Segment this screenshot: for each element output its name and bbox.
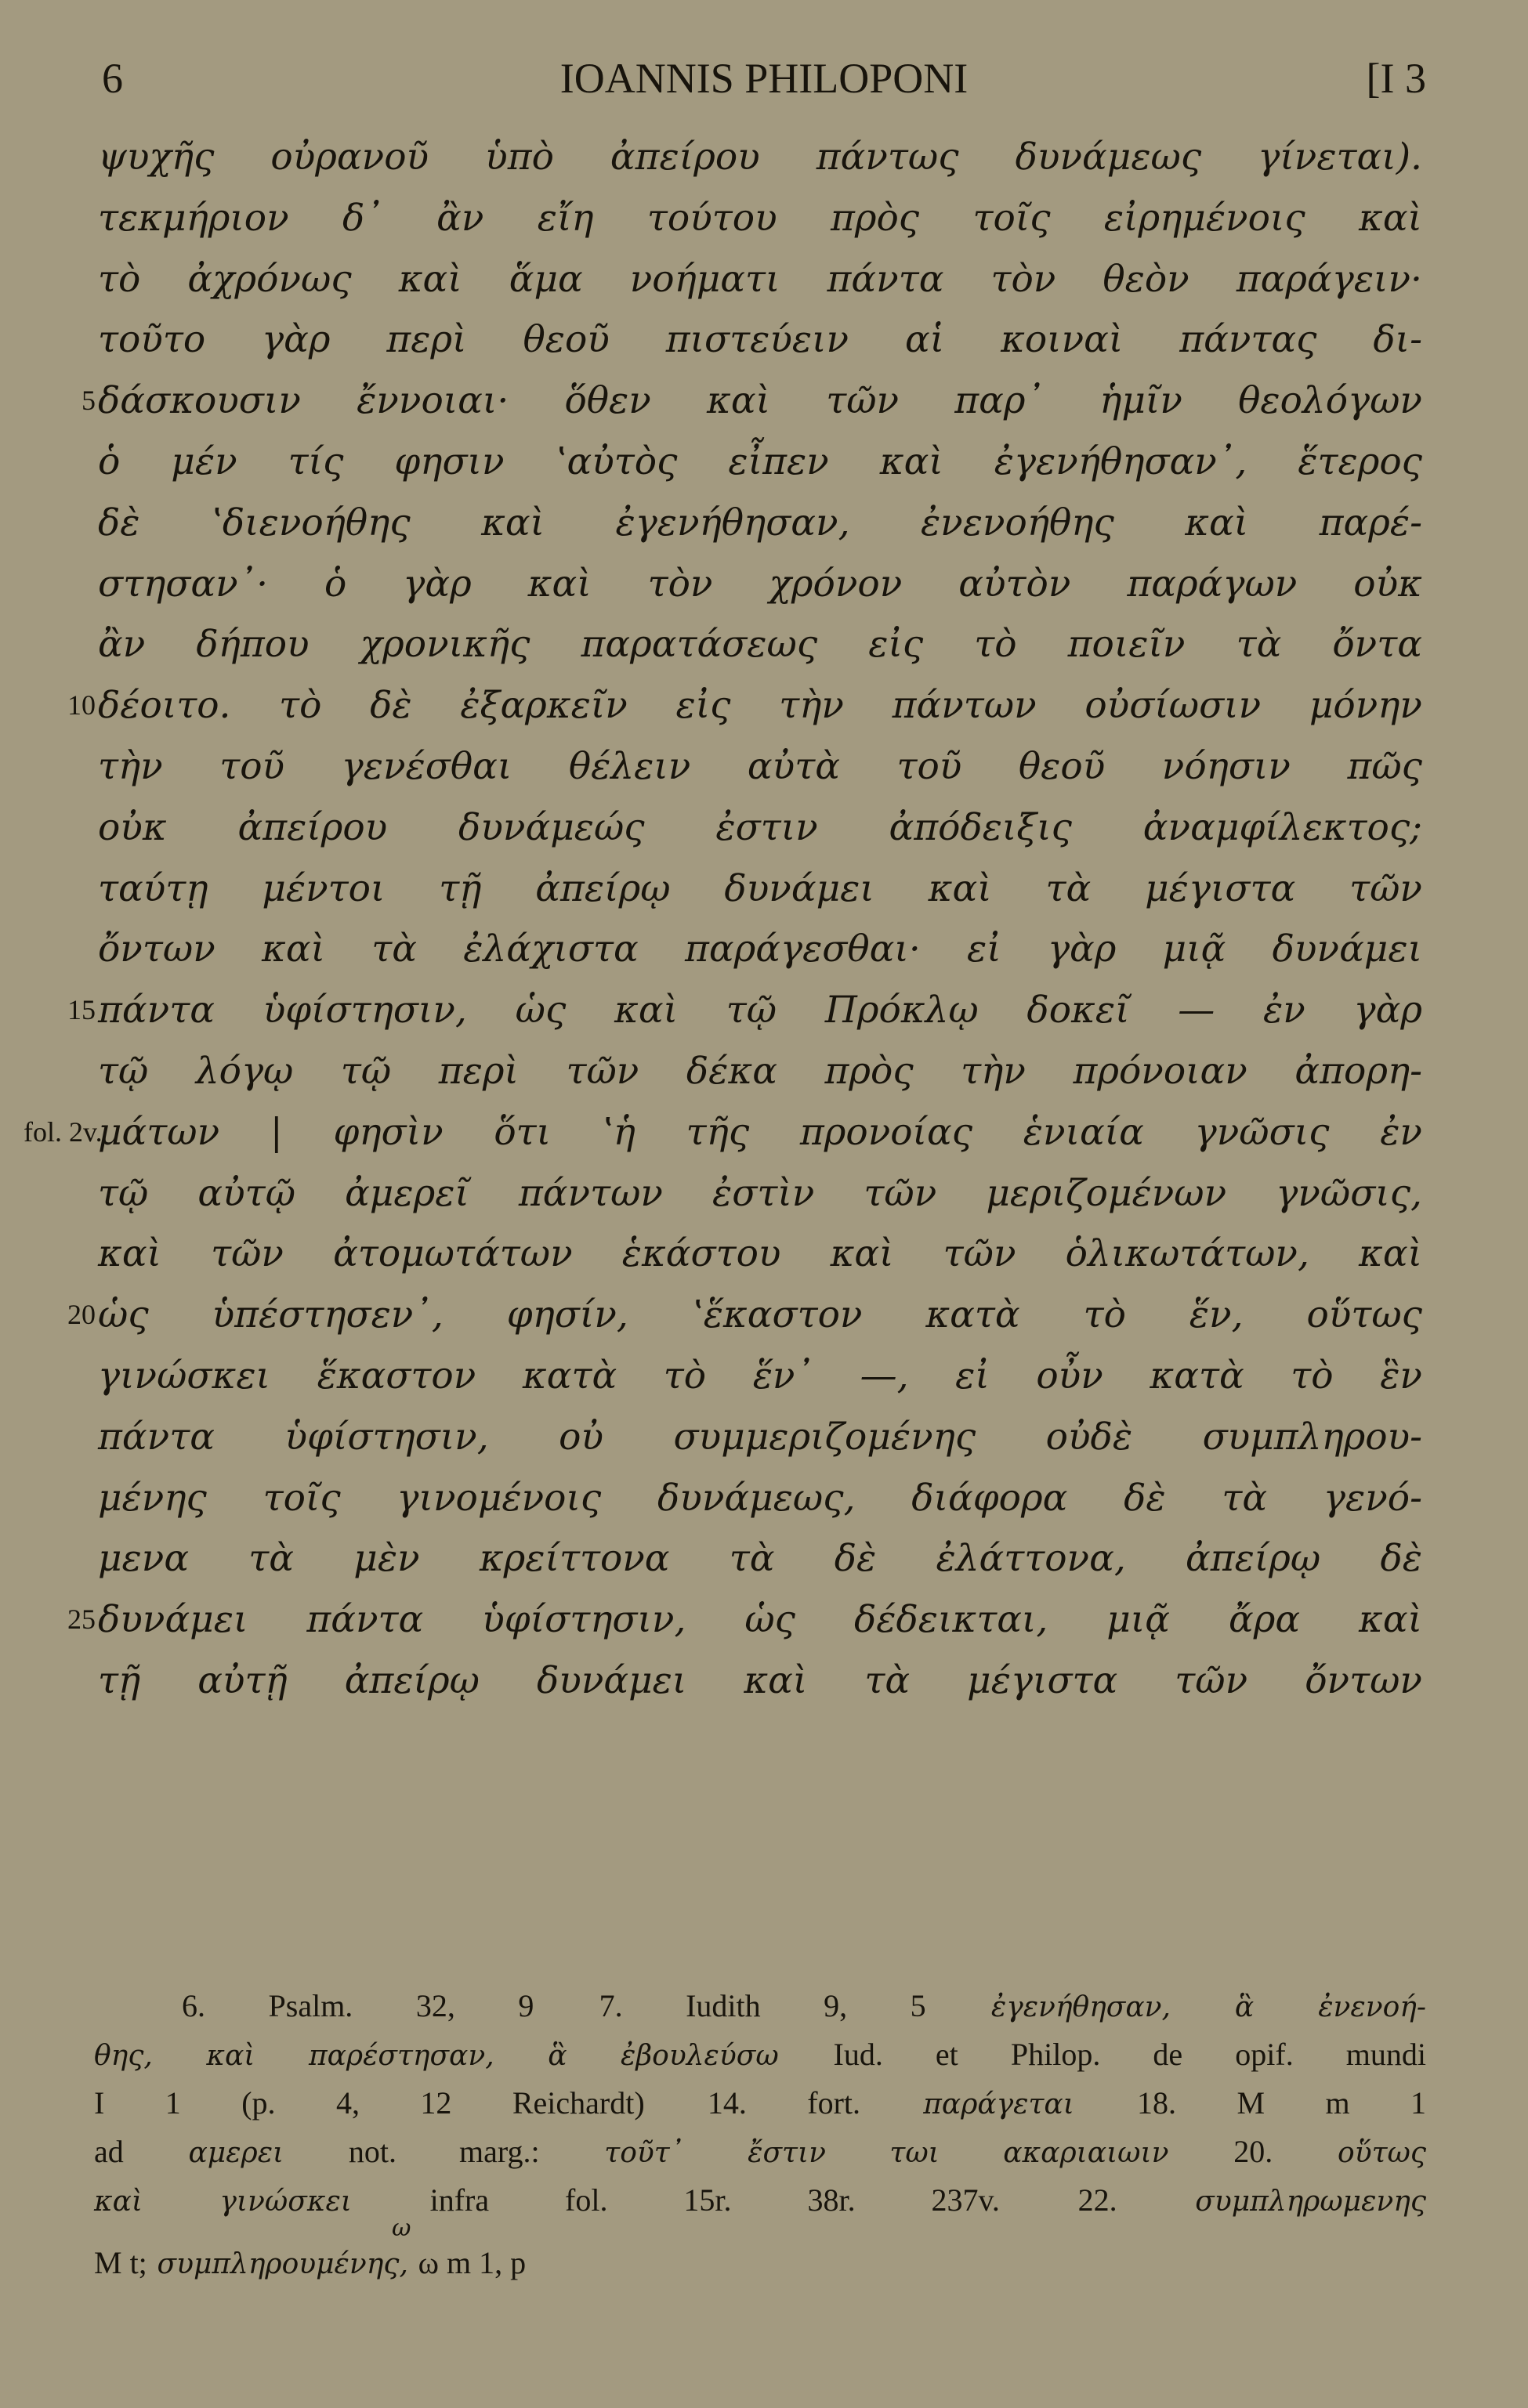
text-line xyxy=(0,1102,1528,1163)
text-line xyxy=(0,919,1528,980)
line-number: 15 xyxy=(67,994,96,1026)
running-title: IOANNIS PHILOPONI xyxy=(559,55,969,102)
text-line xyxy=(0,675,1528,736)
text-line xyxy=(0,1589,1528,1651)
note-line xyxy=(94,1982,1426,2030)
note-greek: καὶ γινώσκει xyxy=(94,2186,352,2218)
line-text: τῷ λόγῳ τῷ περὶ τῶν δέκα πρὸς τὴν πρόνοιαν ἀπορη- xyxy=(98,1049,1422,1093)
text-line xyxy=(0,1468,1528,1529)
line-text: τῇ αὐτῇ ἀπείρῳ δυνάμει καὶ τὰ μέγιστα τῶν ὄντων xyxy=(98,1658,1422,1702)
text-line xyxy=(0,1285,1528,1346)
line-text: ὁ μέν τίς φησιν ʽαὐτὸς εἶπεν καὶ ἐγενήθησαν᾽, ἕτερος xyxy=(98,439,1422,483)
note-line xyxy=(94,2079,1426,2128)
text-line xyxy=(0,371,1528,432)
text-line xyxy=(0,309,1528,371)
page-number: 6 xyxy=(102,55,123,102)
text-line xyxy=(0,1528,1528,1589)
note-ref: 14. fort. xyxy=(707,2085,861,2121)
line-text: τεκμήριον δ᾽ ἂν εἴη τούτου πρὸς τοῖς εἰρημένοις καὶ xyxy=(98,196,1422,240)
line-number: 10 xyxy=(67,689,96,721)
note-ref: 18. M m 1 xyxy=(1137,2085,1427,2121)
line-text: δάσκουσιν ἔννοιαι· ὅθεν καὶ τῶν παρ᾽ ἡμῖν θεολόγων xyxy=(98,379,1422,423)
line-text: οὐκ ἀπείρου δυνάμεώς ἐστιν ἀπόδειξις ἀναμφίλεκτος; xyxy=(98,805,1422,849)
text-line xyxy=(0,1041,1528,1102)
note-greek: συμπληρωμενης xyxy=(1195,2186,1427,2218)
note-ref: M t; xyxy=(94,2245,147,2280)
line-text: τοῦτο γὰρ περὶ θεοῦ πιστεύειν αἱ κοιναὶ πάντας δι- xyxy=(98,318,1422,362)
line-text: μενα τὰ μὲν κρείττονα τὰ δὲ ἐλάττονα, ἀπείρῳ δὲ xyxy=(98,1537,1422,1581)
line-text: ταύτῃ μέντοι τῇ ἀπείρῳ δυνάμει καὶ τὰ μέγιστα τῶν xyxy=(98,866,1422,910)
line-number: 25 xyxy=(67,1604,96,1636)
note-ref: 6. Psalm. 32, 9 xyxy=(182,1988,534,2023)
note-greek: ἐγενήθησαν, ἃ ἐνενοή- xyxy=(990,1991,1427,2023)
note-ref: 7. Iudith 9, 5 xyxy=(599,1988,926,2023)
text-line xyxy=(0,554,1528,615)
line-number: 20 xyxy=(67,1299,96,1331)
note-greek: αμερει xyxy=(188,2137,284,2169)
text-line xyxy=(0,127,1528,188)
note-greek: θης, καὶ παρέστησαν, ἃ ἐβουλεύσω xyxy=(94,2040,779,2072)
line-text: δέοιτο. τὸ δὲ ἐξαρκεῖν εἰς τὴν πάντων οὐσίωσιν μόνην xyxy=(98,684,1422,728)
text-line xyxy=(0,1407,1528,1468)
line-text: δὲ ʽδιενοήθης καὶ ἐγενήθησαν, ἐνενοήθης καὶ παρέ- xyxy=(98,501,1422,544)
note-ref: I 1 (p. 4, 12 Reichardt) xyxy=(94,2085,645,2121)
text-line xyxy=(0,1346,1528,1407)
text-line xyxy=(0,249,1528,310)
apparatus-notes xyxy=(94,1982,1426,2287)
note-ref: not. marg.: xyxy=(348,2134,540,2169)
text-line xyxy=(0,1651,1528,1712)
text-line xyxy=(0,736,1528,797)
note-line xyxy=(94,2128,1426,2176)
text-line xyxy=(0,980,1528,1041)
text-line xyxy=(0,614,1528,675)
text-line xyxy=(0,432,1528,493)
note-ref: infra fol. 15r. 38r. 237v. xyxy=(429,2182,1000,2218)
note-line xyxy=(94,2176,1426,2225)
folio-marker: fol. 2v. xyxy=(24,1115,103,1148)
text-line xyxy=(0,797,1528,859)
superscript-correction: ω xyxy=(392,2215,411,2242)
note-line xyxy=(94,2215,1426,2287)
text-line xyxy=(0,493,1528,554)
note-ref: 20. xyxy=(1233,2134,1273,2169)
section-reference: [I 3 xyxy=(1366,55,1426,102)
text-line xyxy=(0,1224,1528,1285)
line-text: πάντα ὑφίστησιν, ὡς καὶ τῷ Πρόκλῳ δοκεῖ — ἐν γὰρ xyxy=(98,989,1422,1032)
text-line xyxy=(0,859,1528,920)
line-text: μάτων | φησὶν ὅτι ʽἡ τῆς προνοίας ἑνιαία γνῶσις ἐν xyxy=(98,1110,1422,1154)
note-ref: 22. xyxy=(1077,2182,1117,2218)
line-text: τῷ αὐτῷ ἀμερεῖ πάντων ἐστὶν τῶν μεριζομένων γνῶσις, xyxy=(98,1171,1422,1215)
running-header xyxy=(0,43,1528,114)
note-greek: τοῦτ᾽ ἔστιν τωι ακαριαιωιν xyxy=(604,2137,1169,2169)
line-number: 5 xyxy=(81,385,96,417)
line-text: ἂν δήπου χρονικῆς παρατάσεως εἰς τὸ ποιεῖν τὰ ὄντα xyxy=(98,623,1422,667)
line-text: πάντα ὑφίστησιν, οὐ συμμεριζομένης οὐδὲ συμπληρου- xyxy=(98,1415,1422,1459)
note-greek: οὕτως xyxy=(1338,2137,1427,2169)
note-greek: συμπληρουμένης, xyxy=(157,2248,408,2280)
line-text: ὡς ὑπέστησεν᾽, φησίν, ʽἕκαστον κατὰ τὸ ἕν, οὕτως xyxy=(98,1293,1422,1337)
line-text: γινώσκει ἕκαστον κατὰ τὸ ἕν᾽ —, εἰ οὖν κατὰ τὸ ἓν xyxy=(98,1354,1422,1397)
main-text xyxy=(0,127,1528,1712)
note-ref: Iud. et Philop. de opif. mundi xyxy=(833,2037,1427,2072)
text-line xyxy=(0,188,1528,249)
line-text: τὴν τοῦ γενέσθαι θέλειν αὐτὰ τοῦ θεοῦ νόησιν πῶς xyxy=(98,744,1422,788)
note-greek: παράγεται xyxy=(923,2088,1074,2121)
line-text: στησαν᾽· ὁ γὰρ καὶ τὸν χρόνον αὐτὸν παράγων οὐκ xyxy=(98,562,1422,606)
note-ref: ad xyxy=(94,2134,124,2169)
line-text: τὸ ἀχρόνως καὶ ἅμα νοήματι πάντα τὸν θεὸν παράγειν· xyxy=(98,257,1422,301)
text-line xyxy=(0,1163,1528,1224)
line-text: ψυχῆς οὐρανοῦ ὑπὸ ἀπείρου πάντως δυνάμεως γίνεται). xyxy=(98,136,1422,179)
line-text: μένης τοῖς γινομένοις δυνάμεως, διάφορα δὲ τὰ γενό- xyxy=(98,1476,1422,1520)
note-ref: ω m 1, p xyxy=(418,2245,527,2280)
line-text: καὶ τῶν ἀτομωτάτων ἑκάστου καὶ τῶν ὁλικωτάτων, καὶ xyxy=(98,1232,1422,1276)
line-text: δυνάμει πάντα ὑφίστησιν, ὡς δέδεικται, μιᾷ ἄρα καὶ xyxy=(98,1598,1422,1642)
line-text: ὄντων καὶ τὰ ἐλάχιστα παράγεσθαι· εἰ γὰρ μιᾷ δυνάμει xyxy=(98,927,1422,971)
note-line xyxy=(94,2030,1426,2079)
